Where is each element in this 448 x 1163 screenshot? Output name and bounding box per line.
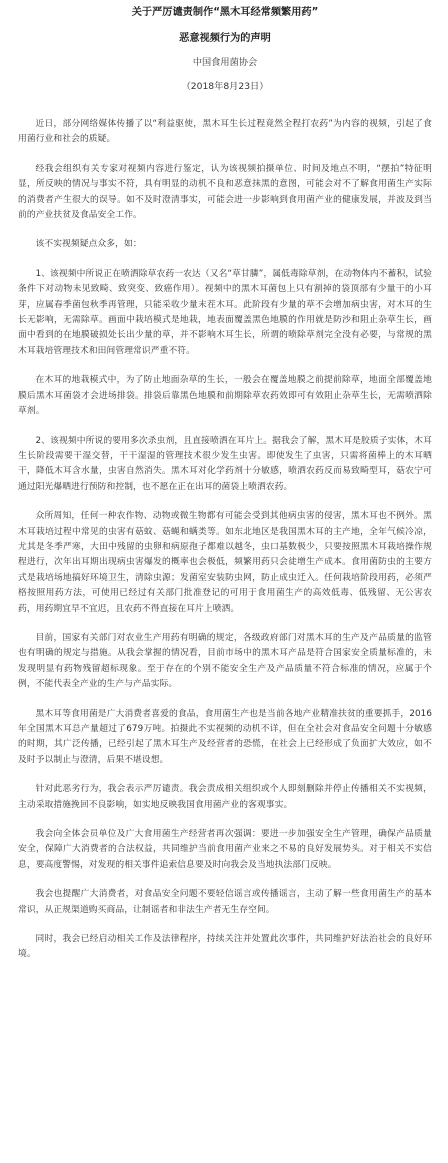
paragraph-condemnation: 针对此恶劣行为，我会表示严厉谴责。我会责成相关组织或个人即刻删除并停止传播相关不实视频，主动采取措施挽回不良影响，如实地反映我国食用菌产业的客观事实。 [18, 784, 432, 810]
paragraph-legal-action: 同时，我会已经启动相关工作及法律程序，持续关注并处置此次事件，共同维护好法治社会的良好环境。 [18, 934, 432, 960]
paragraph-intro: 近日，部分网络媒体传播了以“利益驱使，黑木耳生长过程竟然全程打农药”为内容的视频，引起了食用菌行业和社会的质疑。 [18, 119, 432, 145]
statement-body [18, 117, 432, 963]
paragraph-expert-review: 经我会组织有关专家对视频内容进行鉴定，认为该视频拍摄单位、时间及地点不明，“摆拍”特征明显，所反映的情况与事实不符，具有明显的动机不良和恶意抹黑的意图，可能会对不了解食用菌生产实际的消费者产生很大的误导。如不及时澄清事实，可能会进一步影响到食用菌产业的健康发展，并波及到当前的产业扶贫及食品安全工作。 [18, 163, 432, 221]
paragraph-members-notice: 我会向全体会员单位及广大食用菌生产经营者再次强调：要进一步加强安全生产管理，确保产品质量安全，保障广大消费者的合法权益，共同维护当前食用菌产业来之不易的良好发展势头。对于相关不实信息，要高度警惕，对发现的相关事件追索信息要及时向我会及当地执法部门反映。 [18, 829, 432, 870]
paragraph-industry-impact: 黑木耳等食用菌是广大消费者喜爱的食品，食用菌生产也是当前各地产业精准扶贫的重要抓手，2016年全国黑木耳总产量超过了679万吨。拍摄此不实视频的动机不详，但在全社会对食品安全问题十分敏感的时期，其广泛传播，已经引起了黑木耳生产及经营者的恐慌，在社会上已经形成了负面扩大效应，如不及时予以制止与澄清，后果不堪设想。 [18, 708, 432, 765]
statement-date: （2018年8月23日） [181, 81, 269, 92]
paragraph-doubts-lead: 该不实视频疑点众多，如： [35, 239, 142, 250]
statement-title-line2: 恶意视频行为的声明 [179, 33, 271, 44]
paragraph-point-2: 2、该视频中所说的要用多次杀虫剂，且直接喷洒在耳片上。据我会了解，黑木耳是胶质子实体，木耳生长阶段需要干湿交替，干干湿湿的管理技术很少发生虫害。即使发生了虫害，只需将菌棒上的木耳晒干，降低木耳含水量，虫害自然消失。黑木耳对化学药剂十分敏感，喷洒农药反而易致畸型耳，菇农宁可通过阳光爆晒进行预防和控制，也不愿在正在出耳的菌袋上喷洒农药。 [18, 435, 432, 492]
paragraph-consumer-reminder: 我会也提醒广大消费者，对食品安全问题不要轻信谣言或传播谣言，主动了解一些食用菌生产的基本常识，从正规渠道购买商品，让制谣者和非法生产者无生存空间。 [18, 889, 432, 915]
issuing-organization: 中国食用菌协会 [192, 57, 258, 68]
statement-title-line1: 关于严厉谴责制作“黑木耳经常频繁用药” [131, 7, 319, 18]
paragraph-point-1: 1、该视频中所说正在喷洒除草农药一农达（又名“草甘膦”，属低毒除草剂，在动物体内不蓄积，试验条件下对动物未见致畸、致突变、致癌作用）。视频中的黑木耳菌包上只有割掉的袋顶部有少量干的小耳芽，应属春季菌包秋季再管理，只能采收少量末茬木耳。此阶段有少量的草不会增加病虫害，对木耳的生长无影响，无需除草。画面中栽培模式是地栽，地表面覆盖黑色地膜的作用就是防沙和阻止杂草生长，画面中看到的在地膜破损处长出少量的草，并不影响木耳生长，所谓的喷除草剂完全没有必要，与常规的黑木耳栽培管理技术和田间管理常识严重不符。 [18, 268, 432, 356]
paragraph-regulation: 目前，国家有关部门对农业生产用药有明确的规定，各级政府部门对黑木耳的生产及产品质量的监管也有明确的规定与措施。从我会掌握的情况看，目前市场中的黑木耳产品是符合国家安全质量标准的，未发现明显有药物残留超标现象。至于存在的个别不能安全生产及产品质量不符合标准的情况，应属于个例，不能代表全产业的生产与产品实际。 [18, 632, 432, 690]
paragraph-pest-control: 众所周知，任何一种农作物、动物或微生物都有可能会受到其他病虫害的侵害，黑木耳也不例外。黑木耳栽培过程中常见的虫害有菇蚊、菇蝇和螨类等。如东北地区是我国黑木耳的主产地，全年气候冷凉，尤其是冬季严寒，大田中残留的虫卵和病原孢子都难以越冬，虫口基数极少，只要按照黑木耳栽培操作规程进行，次年出耳期出现病虫害爆发的概率也会极低，频繁用药只会徒增生产成本。食用菌防虫的主要方式是栽培场地搞好环境卫生，清除虫源；发菌室安装防虫网，防止成虫迁入。任何栽培阶段用药，必须严格按照用药方法，可使用已经过有关部门批准登记的可用于食用菌生产的高效低毒、低残留、无公害农药，用药期宜早不宜迟，且农药不得直接在耳片上喷洒。 [18, 511, 432, 614]
paragraph-ground-cultivation: 在木耳的地栽模式中，为了防止地面杂草的生长，一般会在覆盖地膜之前提前除草，地面全部覆盖地膜后黑木耳菌袋才会进场排袋。排袋后靠黑色地膜和前期除草农药效即可有效阻止杂草生长，无需喷洒除草剂。 [18, 375, 432, 417]
